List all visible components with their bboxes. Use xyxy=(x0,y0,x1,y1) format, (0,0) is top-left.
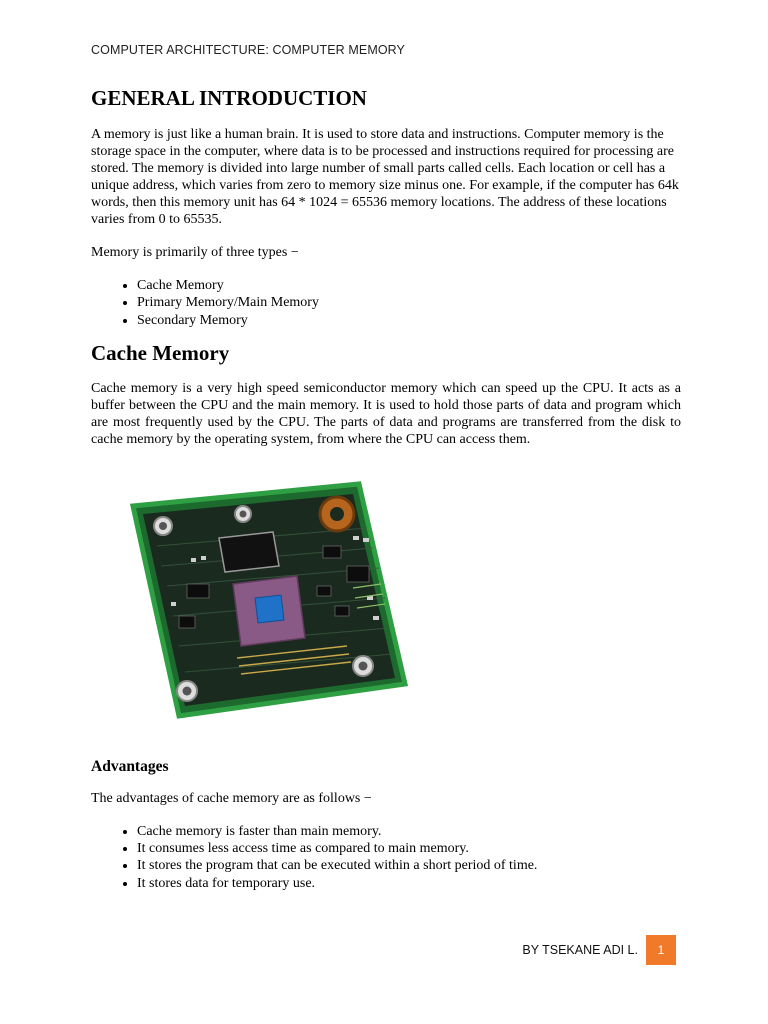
circuit-board-image xyxy=(127,476,417,726)
advantages-heading: Advantages xyxy=(91,757,169,775)
list-item: • It stores data for temporary use. xyxy=(137,875,681,892)
memory-types-list xyxy=(91,277,681,329)
intro-paragraph: A memory is just like a human brain. It is used to store data and instructions. Computer memory is the storage space in the computer, where data is to be processed and instructions required for processing are stored. The memory is divided into large number of small parts called cells. Each location or cell has a unique address, which varies from zero to memory size minus one. For example, if the computer has 64k words, then this memory unit has 64 * 1024 = 65536 memory locations. The address of these locations varies from 0 to 65535. xyxy=(91,127,679,227)
advantages-list xyxy=(91,823,681,892)
cache-memory-heading: Cache Memory xyxy=(91,340,230,365)
list-item: • It stores the program that can be executed within a short period of time. xyxy=(137,857,681,874)
list-item: • Cache Memory xyxy=(137,277,681,294)
list-item: • Cache memory is faster than main memory. xyxy=(137,823,681,840)
page-title: GENERAL INTRODUCTION xyxy=(91,86,367,110)
advantages-lead: The advantages of cache memory are as follows − xyxy=(91,790,372,806)
list-item: • Secondary Memory xyxy=(137,312,681,329)
circuit-board-illustration xyxy=(127,476,417,726)
page-number-badge: 1 xyxy=(646,935,676,965)
list-item: • Primary Memory/Main Memory xyxy=(137,294,681,311)
page-footer xyxy=(522,935,676,965)
list-item: • It consumes less access time as compared to main memory. xyxy=(137,840,681,857)
memory-types-lead: Memory is primarily of three types − xyxy=(91,245,299,260)
cache-memory-paragraph: Cache memory is a very high speed semiconductor memory which can speed up the CPU. It acts as a buffer between the CPU and the main memory. It is used to hold those parts of data and program which are most frequently used by the CPU. The parts of data and programs are transferred from the disk to cache memory by the operating system, from where the CPU can access them. xyxy=(91,380,681,447)
page-content xyxy=(91,86,681,904)
footer-author: BY TSEKANE ADI L. xyxy=(522,943,638,957)
running-header: COMPUTER ARCHITECTURE: COMPUTER MEMORY xyxy=(91,43,405,57)
